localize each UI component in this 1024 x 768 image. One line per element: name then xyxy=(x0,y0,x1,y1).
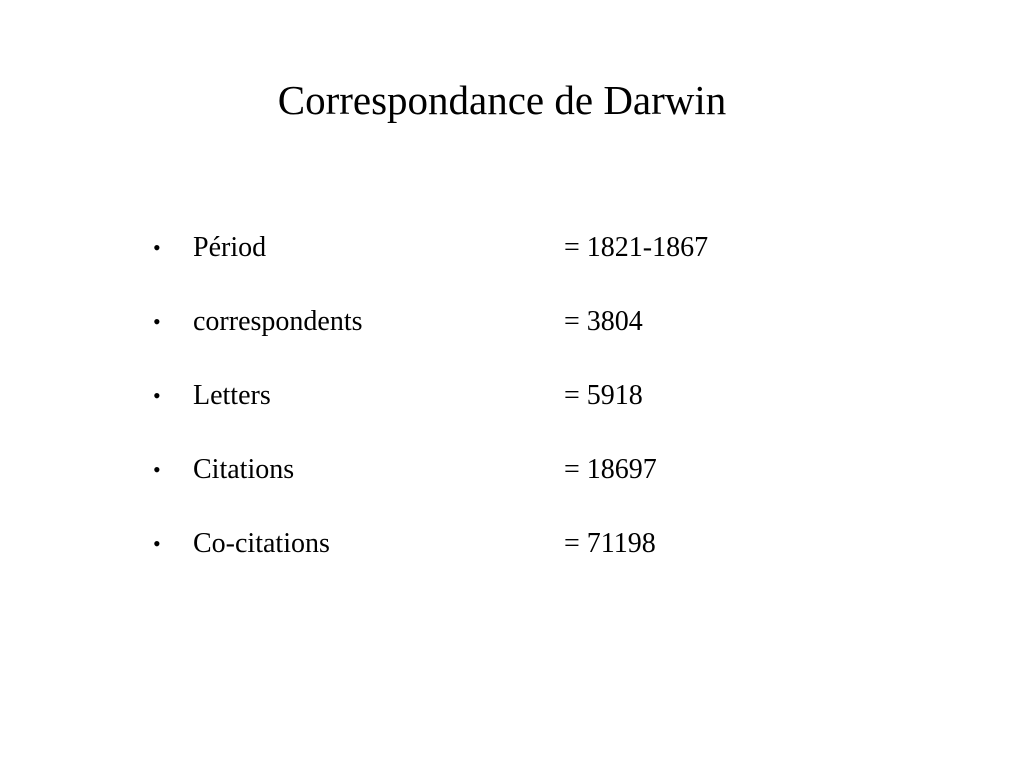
item-label: Citations xyxy=(193,454,295,485)
item-label: Letters xyxy=(193,380,271,411)
slide-title: Correspondance de Darwin xyxy=(277,77,727,123)
item-value: = 3804 xyxy=(564,306,643,337)
bullet-icon: • xyxy=(153,235,161,260)
bullet-icon: • xyxy=(153,531,161,556)
bullet-icon: • xyxy=(153,383,161,408)
bullet-icon: • xyxy=(153,457,161,482)
item-value: = 18697 xyxy=(564,454,657,485)
item-value: = 1821-1867 xyxy=(564,232,709,263)
item-label: correspondents xyxy=(193,306,363,337)
item-label: Périod xyxy=(193,232,267,263)
bullet-icon: • xyxy=(153,309,161,334)
item-label: Co-citations xyxy=(193,528,330,559)
item-value: = 71198 xyxy=(564,528,656,559)
item-value: = 5918 xyxy=(564,380,643,411)
